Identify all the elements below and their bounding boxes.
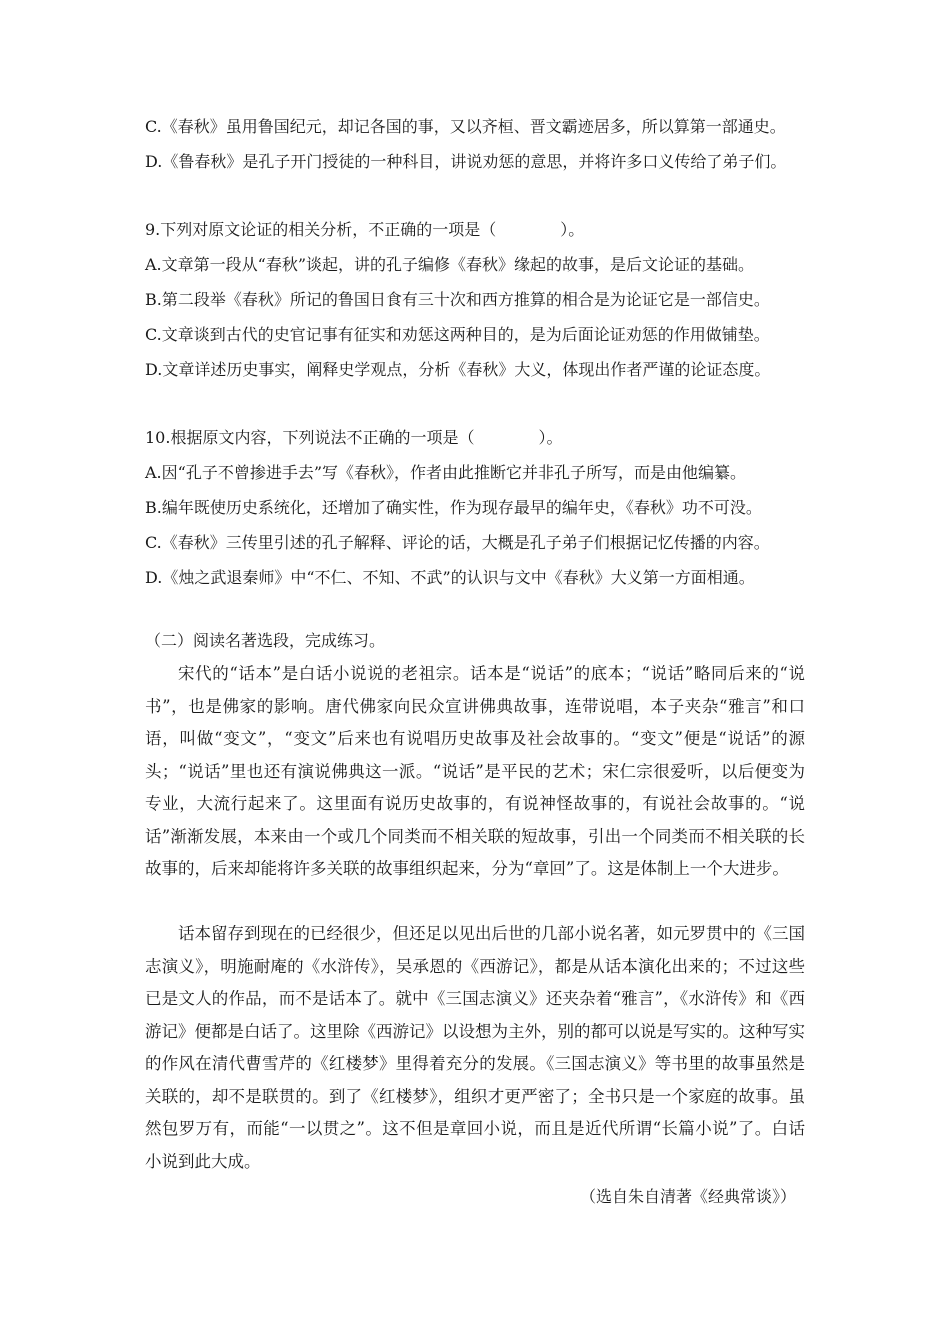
section-heading: （二）阅读名著选段，完成练习。 — [145, 631, 386, 650]
q8-option-d: D.《鲁春秋》是孔子开门授徒的一种科目，讲说劝惩的意思，并将许多口义传给了弟子们。 — [145, 152, 787, 171]
q8-option-c: C.《春秋》虽用鲁国纪元，却记各国的事，又以齐桓、晋文霸迹居多，所以算第一部通史。 — [145, 117, 786, 136]
passage-paragraph-2: 话本留存到现在的已经很少，但还足以见出后世的几部小说名著，如元罗贯中的《三国志演义》，明施耐庵的《水浒传》，吴承恩的《西游记》，都是从话本演化出来的；不过这些已是文人的作品，而不是话本了。就中《三国志演义》还夹杂着“雅言”，《水浒传》和《西游记》便都是白话了。这里除《西游记》以设想为主外，别的都可以说是写实的。这种写实的作风在清代曹雪芹的《红楼梦》里得着充分的发展。《三国志演义》等书里的故事虽然是关联的，却不是联贯的。到了《红楼梦》，组织才更严密了；全书只是一个家庭的故事。虽然包罗万有，而能“一以贯之”。这不但是章回小说，而且是近代所谓“长篇小说”了。白话小说到此大成。 — [145, 924, 805, 1171]
passage-paragraph-1: 宋代的“话本”是白话小说说的老祖宗。话本是“说话”的底本；“说话”略同后来的“说书”，也是佛家的影响。唐代佛家向民众宣讲佛典故事，连带说唱，本子夹杂“雅言”和口语，叫做“变文”，“变文”后来也有说唱历史故事及社会故事的。“变文”便是“说话”的源头；“说话”里也还有演说佛典这一派。“说话”是平民的艺术；宋仁宗很爱听，以后便变为专业，大流行起来了。这里面有说历史故事的，有说神怪故事的，有说社会故事的。“说话”渐渐发展，本来由一个或几个同类而不相关联的短故事，引出一个同类而不相关联的长故事的，后来却能将许多关联的故事组织起来，分为“章回”了。这是体制上一个大进步。 — [145, 664, 805, 878]
q10-option-a: A.因“孔子不曾掺进手去”写《春秋》，作者由此推断它并非孔子所写，而是由他编纂。 — [145, 463, 747, 482]
q10-option-b: B.编年既使历史系统化，还增加了确实性，作为现存最早的编年史，《春秋》功不可没。 — [145, 498, 762, 517]
q9-option-d: D.文章详述历史事实，阐释史学观点，分析《春秋》大义，体现出作者严谨的论证态度。 — [145, 360, 771, 379]
q9-option-b: B.第二段举《春秋》所记的鲁国日食有三十次和西方推算的相合是为论证它是一部信史。 — [145, 290, 770, 309]
passage-source: （选自朱自清著《经典常谈》） — [580, 1187, 797, 1206]
q10-stem: 10.根据原文内容，下列说法不正确的一项是（ ）。 — [145, 428, 563, 447]
q9-stem: 9.下列对原文论证的相关分析，不正确的一项是（ ）。 — [145, 220, 585, 239]
q10-option-d: D.《烛之武退秦师》中“不仁、不知、不武”的认识与文中《春秋》大义第一方面相通。 — [145, 568, 755, 587]
q9-option-a: A.文章第一段从“春秋”谈起，讲的孔子编修《春秋》缘起的故事，是后文论证的基础。 — [145, 255, 755, 274]
q9-option-c: C.文章谈到古代的史官记事有征实和劝惩这两种目的，是为后面论证劝惩的作用做铺垫。 — [145, 325, 770, 344]
q10-option-c: C.《春秋》三传里引述的孔子解释、评论的话，大概是孔子弟子们根据记忆传播的内容。 — [145, 533, 770, 552]
